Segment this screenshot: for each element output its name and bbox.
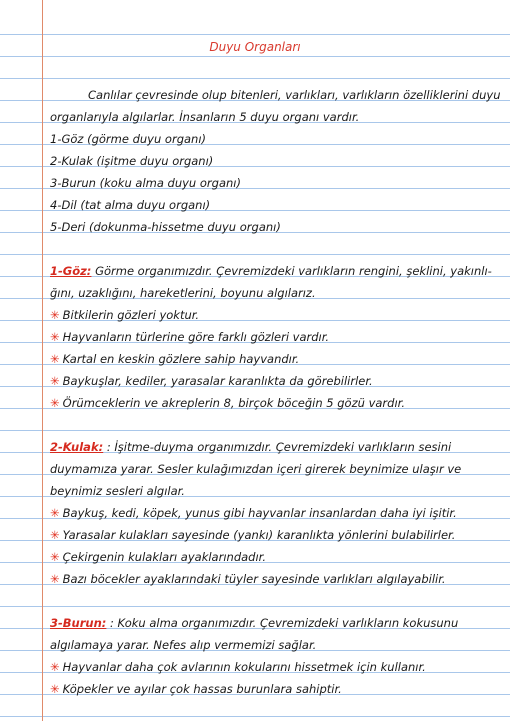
intro-line-1: Canlılar çevresinde olup bitenleri, varlıkları, varlıkların özelliklerini duyu (88, 88, 501, 102)
goz-bullet: ✳ Bitkilerin gözleri yoktur. (50, 308, 200, 322)
goz-heading: 1-Göz: (50, 264, 92, 278)
goz-bullet: ✳ Kartal en keskin gözlere sahip hayvandır. (50, 352, 300, 366)
kulak-text-3: beynimiz sesleri algılar. (50, 484, 185, 498)
goz-bullet: ✳ Örümceklerin ve akreplerin 8, birçok böceğin 5 gözü vardır. (50, 396, 405, 410)
burun-bullet: ✳ Hayvanlar daha çok avlarının kokularını hissetmek için kullanır. (50, 660, 426, 674)
asterisk-icon: ✳ (50, 550, 60, 564)
kulak-heading: 2-Kulak: (50, 440, 104, 454)
goz-bullet: ✳ Hayvanların türlerine göre farklı gözleri vardır. (50, 330, 330, 344)
asterisk-icon: ✳ (50, 660, 60, 674)
goz-text-1: Görme organımızdır. Çevremizdeki varlıkların rengini, şeklini, yakınlı- (95, 264, 492, 278)
asterisk-icon: ✳ (50, 374, 60, 388)
kulak-bullet: ✳ Yarasalar kulakları sayesinde (yankı) karanlıkta yönlerini bulabilirler. (50, 528, 456, 542)
asterisk-icon: ✳ (50, 506, 60, 520)
burun-text-2: algılamaya yarar. Nefes alıp vermemizi sağlar. (50, 638, 317, 652)
kulak-bullet: ✳ Çekirgenin kulakları ayaklarındadır. (50, 550, 266, 564)
asterisk-icon: ✳ (50, 308, 60, 322)
intro-line-2: organlarıyla algılarlar. İnsanların 5 duyu organı vardır. (50, 110, 360, 124)
margin-line (42, 0, 43, 721)
kulak-text-1: : İşitme-duyma organımızdır. Çevremizdeki varlıkların sesini (106, 440, 452, 454)
page-title: Duyu Organları (209, 40, 301, 54)
goz-bullet: ✳ Baykuşlar, kediler, yarasalar karanlıkta da görebilirler. (50, 374, 373, 388)
organ-item: 4-Dil (tat alma duyu organı) (50, 198, 211, 212)
organ-item: 3-Burun (koku alma duyu organı) (50, 176, 241, 190)
kulak-bullet: ✳ Baykuş, kedi, köpek, yunus gibi hayvanlar insanlardan daha iyi işitir. (50, 506, 457, 520)
organ-item: 1-Göz (görme duyu organı) (50, 132, 207, 146)
kulak-bullet: ✳ Bazı böcekler ayaklarındaki tüyler sayesinde varlıkları algılayabilir. (50, 572, 446, 586)
burun-section-line-1 (50, 616, 458, 630)
asterisk-icon: ✳ (50, 528, 60, 542)
asterisk-icon: ✳ (50, 352, 60, 366)
goz-text-2: ğını, uzaklığını, hareketlerini, boyunu algılarız. (50, 286, 316, 300)
asterisk-icon: ✳ (50, 572, 60, 586)
burun-text-1: : Koku alma organımızdır. Çevremizdeki varlıkların kokusunu (110, 616, 459, 630)
organ-item: 5-Deri (dokunma-hissetme duyu organı) (50, 220, 281, 234)
burun-heading: 3-Burun: (50, 616, 107, 630)
asterisk-icon: ✳ (50, 396, 60, 410)
kulak-text-2: duymamıza yarar. Sesler kulağımızdan içeri girerek beynimize ulaşır ve (50, 462, 462, 476)
kulak-section-line-1 (50, 440, 451, 454)
burun-bullet: ✳ Köpekler ve ayılar çok hassas burunlara sahiptir. (50, 682, 342, 696)
organ-item: 2-Kulak (işitme duyu organı) (50, 154, 214, 168)
goz-section-line-1 (50, 264, 492, 278)
asterisk-icon: ✳ (50, 682, 60, 696)
asterisk-icon: ✳ (50, 330, 60, 344)
